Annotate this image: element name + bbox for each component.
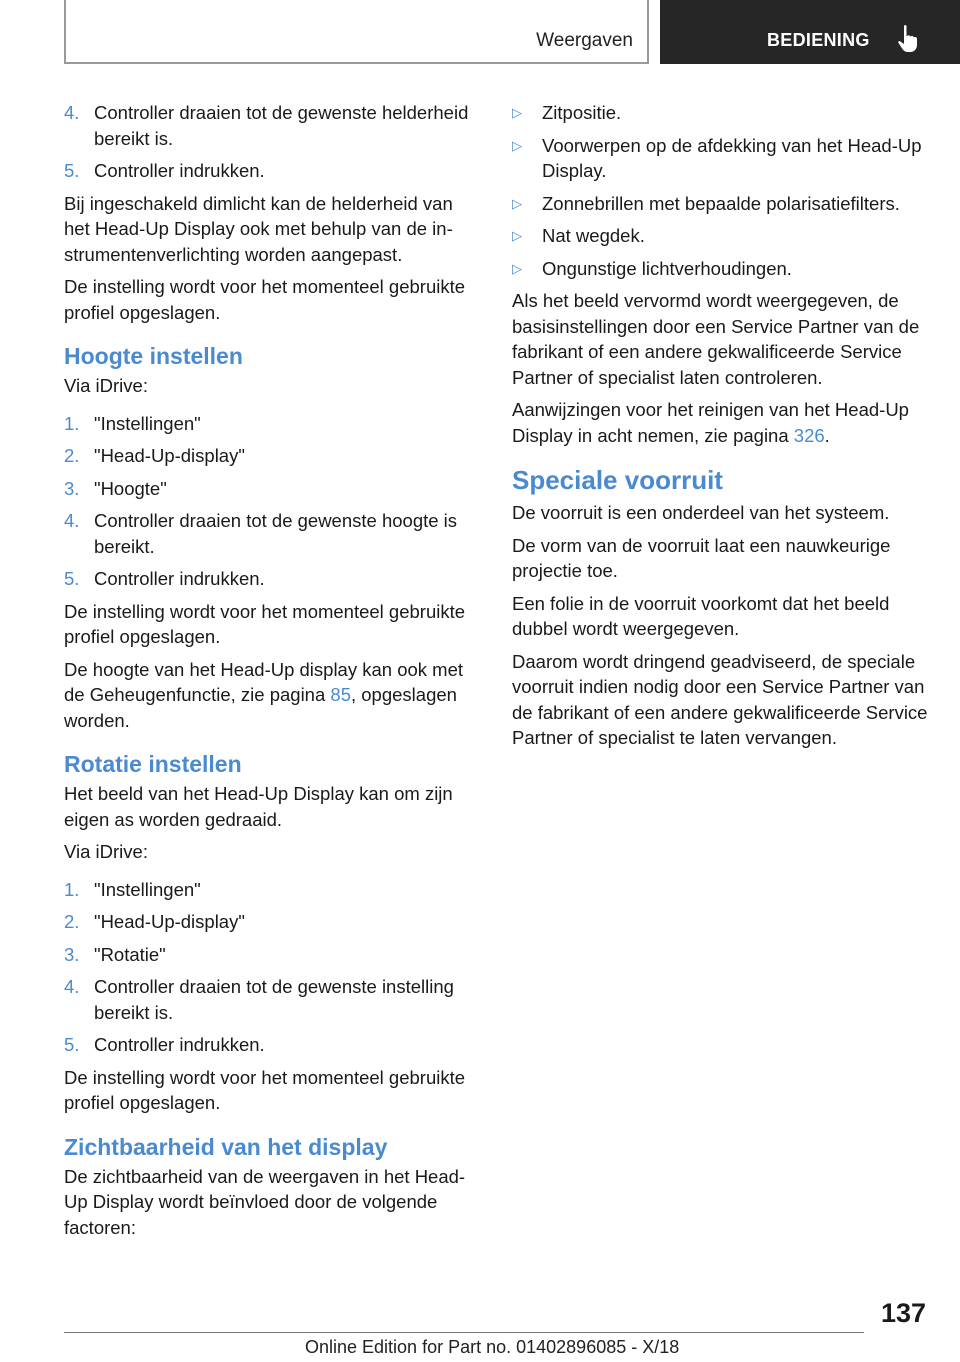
paragraph: Het beeld van het Head-Up Display kan om zijn eigen as worden gedraaid. [64, 783, 453, 830]
paragraph [64, 657, 480, 734]
triangle-bullet-icon: ▷ [512, 137, 522, 153]
page-number: 137 [880, 1298, 926, 1328]
text: De hoogte van het Head-Up display kan ook met de Geheugenfunctie, zie pagina [64, 658, 464, 705]
list-item [64, 942, 480, 968]
triangle-bullet-icon: ▷ [512, 228, 522, 243]
step-number: 1. [64, 878, 80, 900]
step-text: "Rotatie" [94, 943, 166, 965]
bullet-text: Zonnebrillen met bepaalde polarisatiefilters. [542, 192, 900, 214]
step-number: 4. [64, 102, 80, 123]
chapter-title: BEDIENING [767, 30, 870, 50]
step-text: "Head-Up-display" [94, 445, 245, 466]
list-item [64, 100, 480, 151]
step-number: 4. [64, 976, 80, 997]
list-item [64, 476, 480, 502]
bullet-text: Voorwerpen op de afdekking van het Head-Up Display. [542, 134, 922, 181]
step-number: 5. [64, 160, 80, 181]
list-item [64, 411, 480, 437]
triangle-bullet-icon: ▷ [512, 105, 522, 120]
steps-list-hoogte [64, 411, 480, 592]
step-number: 5. [64, 1034, 80, 1055]
heading-hoogte-instellen: Hoogte instellen [64, 343, 243, 369]
footer-divider [64, 1332, 864, 1333]
step-number: 4. [64, 510, 80, 531]
list-item [64, 877, 480, 903]
pointing-hand-icon [897, 24, 919, 54]
list-item [512, 100, 928, 126]
step-number: 2. [64, 445, 80, 466]
step-number: 1. [64, 412, 80, 434]
edition-info: Online Edition for Part no. 01402896085 - X/18 [305, 1337, 680, 1357]
step-number: 3. [64, 943, 80, 965]
step-text: Controller draaien tot de gewenste instelling bereikt is. [94, 976, 454, 1023]
triangle-bullet-icon: ▷ [512, 195, 522, 211]
list-item [64, 1032, 480, 1058]
step-text: Controller draaien tot de gewenste hoogte is bereikt. [94, 510, 458, 557]
paragraph: Bij ingeschakeld dimlicht kan de helderheid van het Head-Up Display ook met behulp van de instrumentenverlichting worden aangepast. [64, 192, 453, 265]
step-text: Controller indrukken. [94, 1034, 265, 1055]
paragraph: Via iDrive: [64, 375, 148, 396]
paragraph: Als het beeld vervormd wordt weergegeven, de basisinstellingen door een Service Partner van de fabrikant of een andere gekwalificeerde Service Partner of specialist laten controleren. [512, 290, 920, 388]
steps-list-rotatie [64, 877, 480, 1058]
page-link[interactable]: 326 [793, 424, 825, 446]
page-link[interactable]: 85 [330, 684, 351, 705]
paragraph: Een folie in de voorruit voorkomt dat het beeld dubbel wordt weergegeven. [512, 592, 890, 639]
paragraph: De voorruit is een onderdeel van het systeem. [512, 502, 890, 523]
list-item [64, 158, 480, 184]
list-item [64, 443, 480, 469]
paragraph: De zichtbaarheid van de weergaven in het Head-Up Display wordt beïnvloed door de volgende factoren: [64, 1165, 466, 1238]
chapter-tab[interactable] [660, 0, 960, 64]
paragraph: De instelling wordt voor het momenteel gebruikte profiel opgeslagen. [64, 600, 466, 647]
triangle-bullet-icon: ▷ [512, 260, 522, 276]
list-item [512, 256, 928, 282]
right-column [512, 100, 928, 758]
step-text: "Instellingen" [94, 412, 201, 434]
step-text: Controller indrukken. [94, 160, 265, 181]
list-item [512, 133, 928, 184]
step-text: "Instellingen" [94, 878, 201, 900]
list-item [64, 909, 480, 935]
step-text: "Hoogte" [94, 477, 167, 499]
heading-speciale-voorruit: Speciale voorruit [512, 465, 723, 495]
step-number: 5. [64, 568, 80, 589]
paragraph: De instelling wordt voor het momenteel gebruikte profiel opgeslagen. [64, 276, 466, 323]
step-text: Controller indrukken. [94, 568, 265, 589]
section-title: Weergaven [536, 30, 633, 51]
paragraph: Via iDrive: [64, 841, 148, 862]
bullet-text: Ongunstige lichtverhoudingen. [542, 257, 792, 279]
list-item [64, 508, 480, 559]
step-number: 2. [64, 911, 80, 932]
paragraph [512, 397, 928, 448]
paragraph: Daarom wordt dringend geadviseerd, de speciale voorruit indien nodig door een Service Partner van de fabrikant of een andere gekwalificeerde Service Partner of specialist te laten vervangen. [512, 650, 928, 748]
heading-zichtbaarheid: Zichtbaarheid van het display [64, 1133, 388, 1160]
step-text: Controller draaien tot de gewenste helderheid bereikt is. [94, 102, 469, 149]
heading-rotatie-instellen: Rotatie instellen [64, 751, 242, 777]
text: . [824, 424, 830, 446]
list-item [512, 191, 928, 217]
bullet-text: Zitpositie. [542, 102, 622, 123]
list-item [64, 566, 480, 592]
header-section-box [64, 0, 649, 64]
text: , opgeslagen worden. [64, 684, 457, 731]
list-item [512, 223, 928, 249]
left-column [64, 100, 480, 1247]
factors-list [512, 100, 928, 281]
step-number: 3. [64, 477, 80, 499]
bullet-text: Nat wegdek. [542, 225, 645, 246]
paragraph: De vorm van de voorruit laat een nauwkeurige projectie toe. [512, 534, 891, 581]
text: Aanwijzingen voor het reinigen van het Head-Up Display in acht nemen, zie pagina [512, 399, 909, 446]
list-item [64, 974, 480, 1025]
paragraph: De instelling wordt voor het momenteel gebruikte profiel opgeslagen. [64, 1066, 466, 1113]
step-text: "Head-Up-display" [94, 911, 245, 932]
